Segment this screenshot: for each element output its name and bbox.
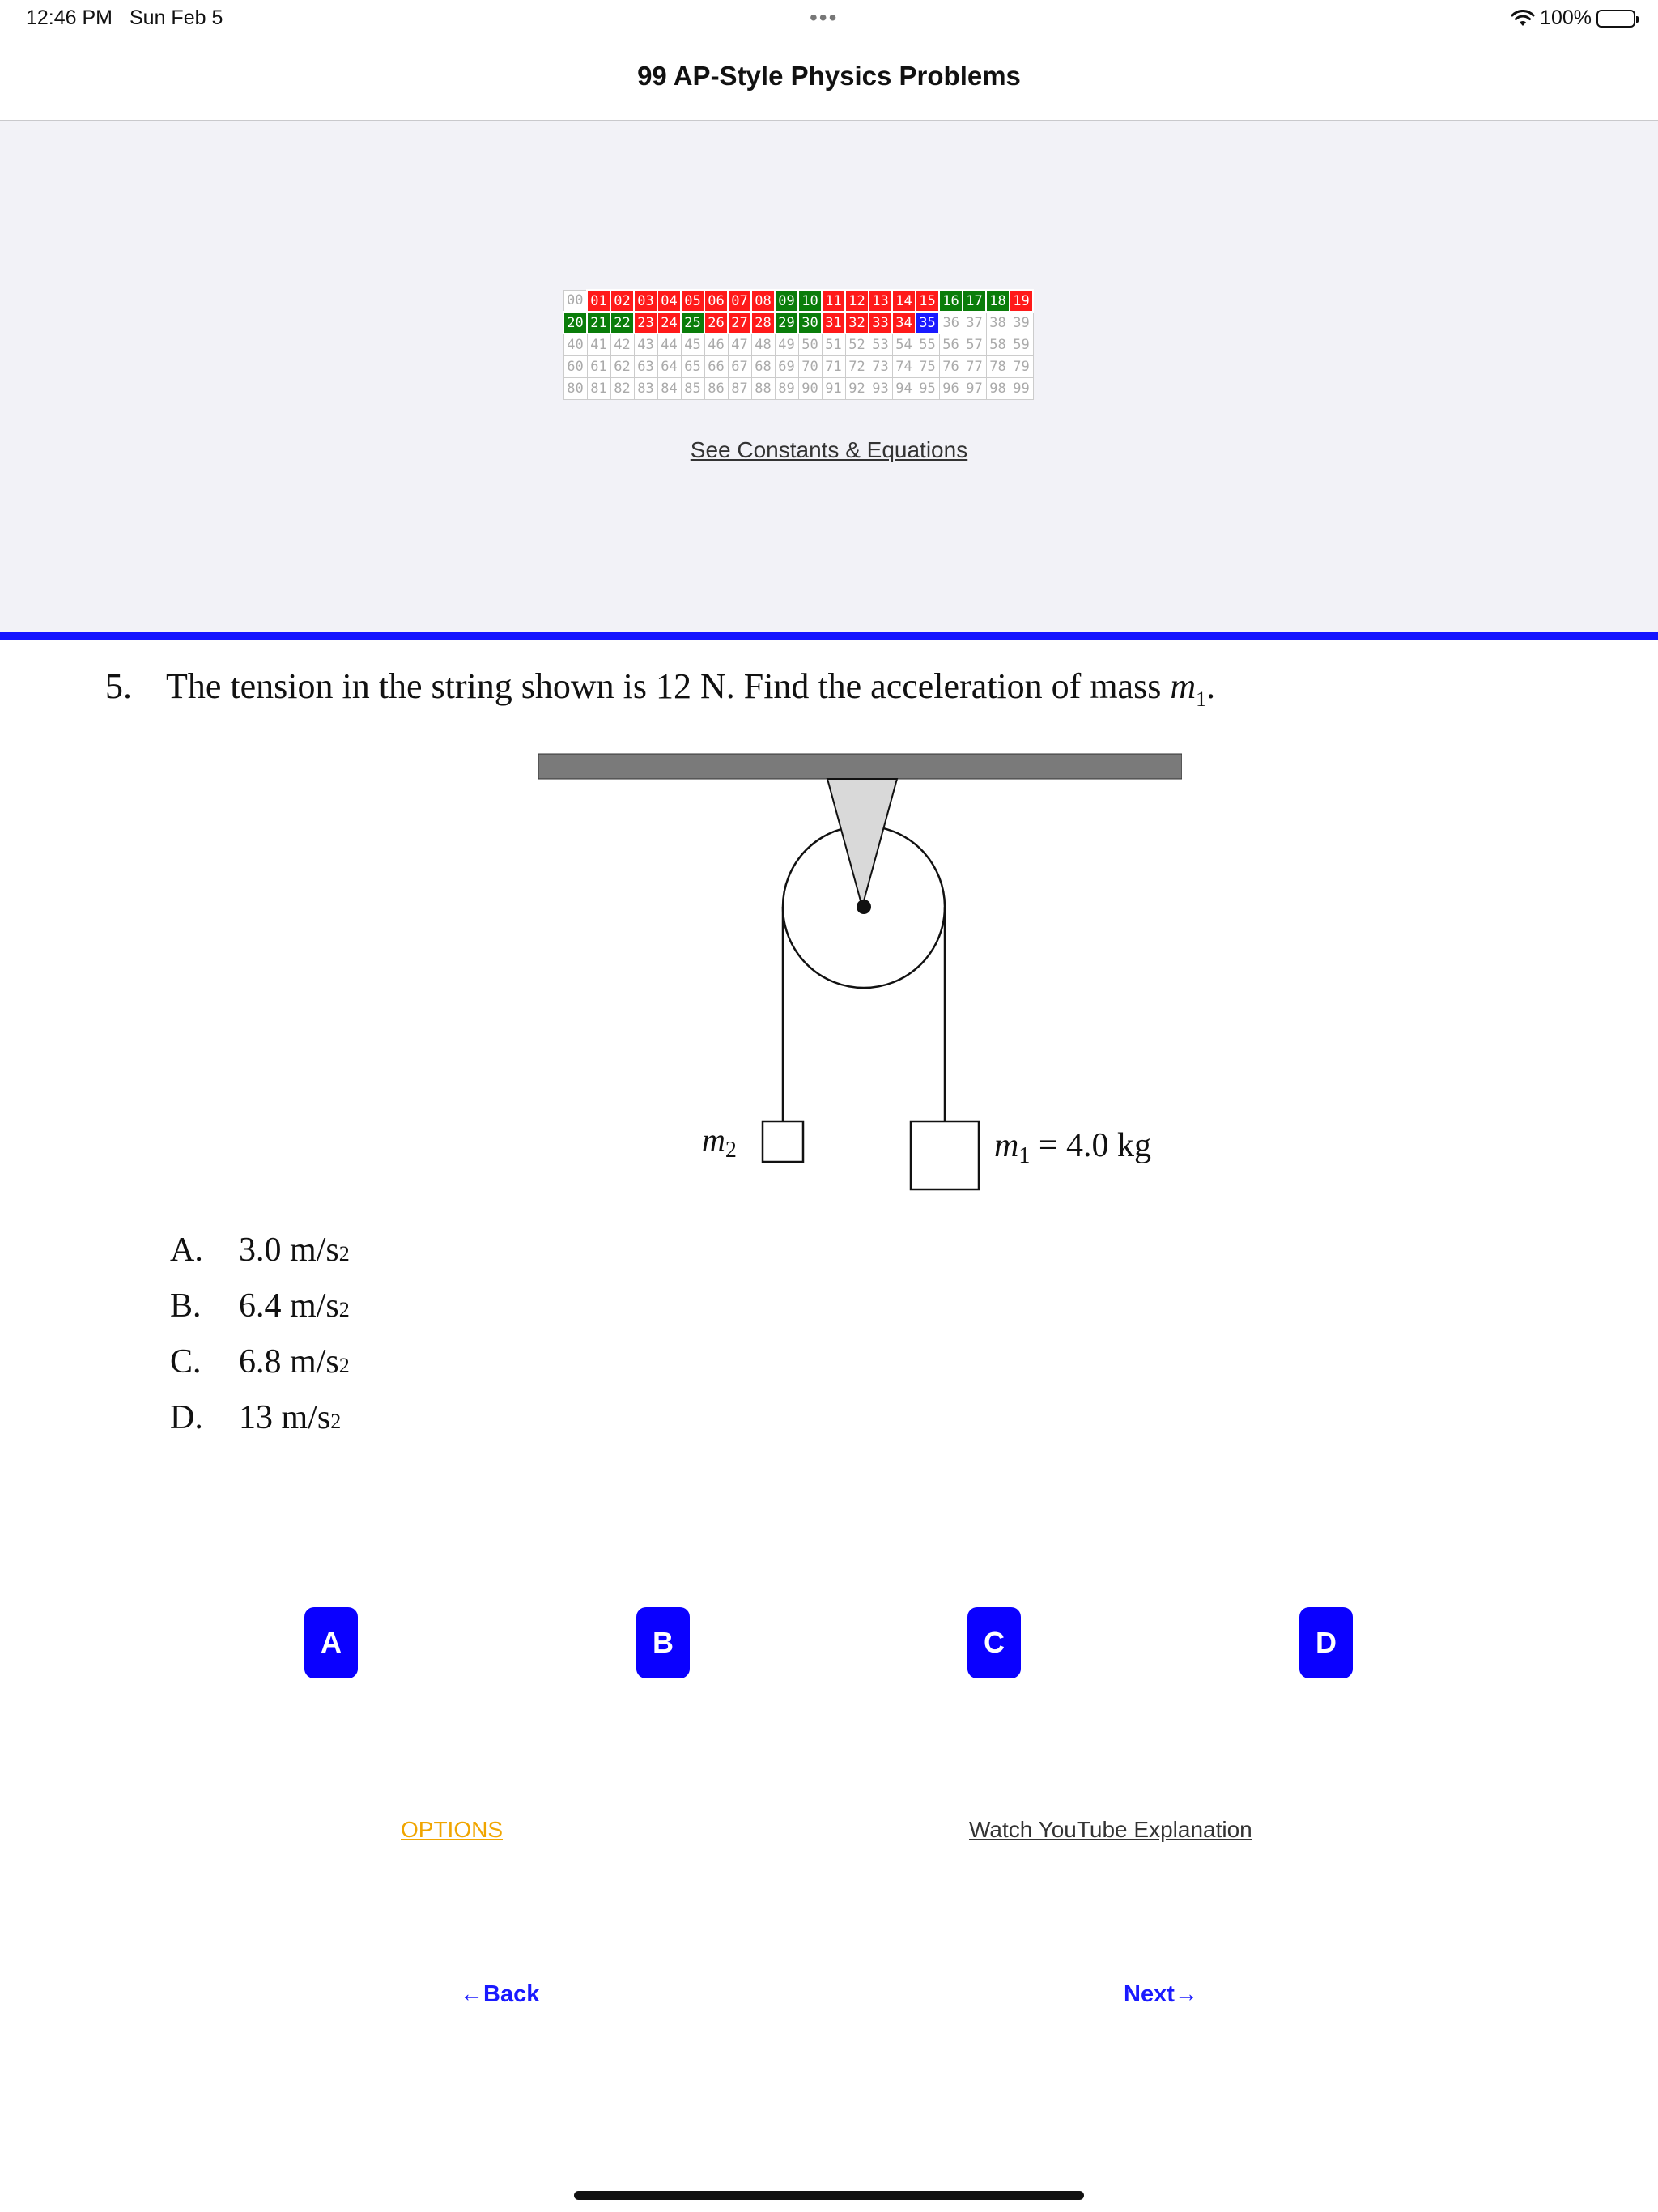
problem-cell-46[interactable]: 46 [704, 334, 728, 355]
problem-cell-30[interactable]: 30 [798, 312, 822, 334]
problem-cell-64[interactable]: 64 [657, 355, 681, 377]
multitasking-dots-icon[interactable]: ••• [810, 5, 839, 30]
choice-letter: A. [170, 1231, 203, 1269]
problem-cell-22[interactable]: 22 [610, 312, 634, 334]
problem-cell-51[interactable]: 51 [822, 334, 845, 355]
problem-cell-83[interactable]: 83 [634, 377, 657, 399]
ceiling [538, 754, 1182, 779]
m1-label: m [994, 1127, 1019, 1164]
mass-m1-block [911, 1121, 979, 1189]
problem-cell-97[interactable]: 97 [963, 377, 986, 399]
problem-cell-76[interactable]: 76 [939, 355, 963, 377]
answer-a-button[interactable]: A [304, 1607, 358, 1678]
status-date: Sun Feb 5 [130, 6, 223, 29]
m2-subscript: 2 [725, 1138, 737, 1163]
problem-cell-09[interactable]: 09 [775, 290, 798, 312]
problem-cell-27[interactable]: 27 [728, 312, 751, 334]
problem-cell-10[interactable]: 10 [798, 290, 822, 312]
problem-cell-90[interactable]: 90 [798, 377, 822, 399]
choice-exponent: 2 [330, 1410, 342, 1433]
choice-letter: D. [170, 1399, 203, 1436]
problem-cell-24[interactable]: 24 [657, 312, 681, 334]
problem-cell-19[interactable]: 19 [1010, 290, 1033, 312]
problem-cell-11[interactable]: 11 [822, 290, 845, 312]
problem-cell-28[interactable]: 28 [751, 312, 775, 334]
problem-cell-38[interactable]: 38 [986, 312, 1010, 334]
problem-cell-70[interactable]: 70 [798, 355, 822, 377]
problem-cell-45[interactable]: 45 [681, 334, 704, 355]
problem-cell-33[interactable]: 33 [869, 312, 892, 334]
problem-cell-32[interactable]: 32 [845, 312, 869, 334]
m1-value: = 4.0 kg [1030, 1127, 1152, 1164]
problem-cell-82[interactable]: 82 [610, 377, 634, 399]
problem-cell-16[interactable]: 16 [939, 290, 963, 312]
question-body: The tension in the string shown is 12 N. Find the acceleration of mass [166, 666, 1171, 706]
choice-a [170, 1231, 350, 1287]
problem-cell-26[interactable]: 26 [704, 312, 728, 334]
problem-cell-54[interactable]: 54 [892, 334, 916, 355]
problem-cell-40[interactable]: 40 [563, 334, 587, 355]
problem-cell-43[interactable]: 43 [634, 334, 657, 355]
problem-cell-66[interactable]: 66 [704, 355, 728, 377]
problem-cell-84[interactable]: 84 [657, 377, 681, 399]
status-time: 12:46 PM [26, 6, 113, 29]
youtube-explanation-link[interactable]: Watch YouTube Explanation [969, 1817, 1252, 1842]
mass-m2-block [763, 1121, 803, 1162]
choice-value: 13 m/s [239, 1399, 331, 1436]
problem-cell-72[interactable]: 72 [845, 355, 869, 377]
problem-cell-35[interactable]: 35 [916, 312, 939, 334]
choice-d [170, 1398, 350, 1454]
problem-cell-78[interactable]: 78 [986, 355, 1010, 377]
problem-cell-93[interactable]: 93 [869, 377, 892, 399]
problem-cell-95[interactable]: 95 [916, 377, 939, 399]
choice-b [170, 1287, 350, 1342]
problem-cell-48[interactable]: 48 [751, 334, 775, 355]
problem-cell-98[interactable]: 98 [986, 377, 1010, 399]
problem-cell-74[interactable]: 74 [892, 355, 916, 377]
problem-cell-63[interactable]: 63 [634, 355, 657, 377]
svg-text:m2 [702, 1121, 737, 1163]
problem-cell-71[interactable]: 71 [822, 355, 845, 377]
problem-grid-row [563, 290, 1033, 312]
problem-cell-42[interactable]: 42 [610, 334, 634, 355]
problem-cell-13[interactable]: 13 [869, 290, 892, 312]
svg-text:m1 = 4.0 kg [994, 1127, 1151, 1168]
choice-value: 6.4 m/s [239, 1287, 339, 1325]
choice-letter: B. [170, 1287, 202, 1325]
answer-b-button[interactable]: B [636, 1607, 690, 1678]
problem-cell-00[interactable]: 00 [563, 290, 587, 312]
battery-icon [1596, 10, 1635, 28]
problem-cell-39[interactable]: 39 [1010, 312, 1033, 334]
problem-cell-59[interactable]: 59 [1010, 334, 1033, 355]
problem-cell-62[interactable]: 62 [610, 355, 634, 377]
problem-cell-96[interactable]: 96 [939, 377, 963, 399]
pulley-diagram [534, 749, 1182, 1202]
problem-cell-49[interactable]: 49 [775, 334, 798, 355]
problem-cell-80[interactable]: 80 [563, 377, 587, 399]
problem-cell-68[interactable]: 68 [751, 355, 775, 377]
constants-link[interactable]: See Constants & Equations [690, 437, 968, 462]
m2-label: m [702, 1121, 725, 1158]
choice-exponent: 2 [338, 1354, 350, 1377]
problem-grid [563, 289, 1034, 400]
problem-cell-03[interactable]: 03 [634, 290, 657, 312]
problem-cell-75[interactable]: 75 [916, 355, 939, 377]
problem-cell-04[interactable]: 04 [657, 290, 681, 312]
problem-cell-85[interactable]: 85 [681, 377, 704, 399]
problem-cell-23[interactable]: 23 [634, 312, 657, 334]
problem-cell-05[interactable]: 05 [681, 290, 704, 312]
problem-cell-08[interactable]: 08 [751, 290, 775, 312]
problem-cell-58[interactable]: 58 [986, 334, 1010, 355]
problem-cell-18[interactable]: 18 [986, 290, 1010, 312]
answer-d-button[interactable]: D [1299, 1607, 1353, 1678]
problem-cell-07[interactable]: 07 [728, 290, 751, 312]
problem-cell-01[interactable]: 01 [587, 290, 610, 312]
question-text [105, 666, 1215, 712]
problem-cell-91[interactable]: 91 [822, 377, 845, 399]
problem-cell-99[interactable]: 99 [1010, 377, 1033, 399]
problem-cell-12[interactable]: 12 [845, 290, 869, 312]
m1-subscript: 1 [1018, 1143, 1031, 1168]
problem-cell-34[interactable]: 34 [892, 312, 916, 334]
problem-cell-31[interactable]: 31 [822, 312, 845, 334]
problem-cell-73[interactable]: 73 [869, 355, 892, 377]
problem-cell-47[interactable]: 47 [728, 334, 751, 355]
choice-letter: C. [170, 1343, 202, 1380]
problem-cell-37[interactable]: 37 [963, 312, 986, 334]
problem-cell-25[interactable]: 25 [681, 312, 704, 334]
problem-grid-row [563, 334, 1033, 355]
choice-exponent: 2 [338, 1298, 350, 1321]
choice-c [170, 1342, 350, 1398]
problem-cell-92[interactable]: 92 [845, 377, 869, 399]
problem-cell-15[interactable]: 15 [916, 290, 939, 312]
problem-cell-89[interactable]: 89 [775, 377, 798, 399]
problem-cell-86[interactable]: 86 [704, 377, 728, 399]
problem-cell-50[interactable]: 50 [798, 334, 822, 355]
problem-cell-52[interactable]: 52 [845, 334, 869, 355]
problem-cell-53[interactable]: 53 [869, 334, 892, 355]
page-title: 99 AP-Style Physics Problems [637, 61, 1021, 91]
wifi-icon [1511, 10, 1535, 28]
problem-cell-67[interactable]: 67 [728, 355, 751, 377]
problem-cell-36[interactable]: 36 [939, 312, 963, 334]
question-number: 5. [105, 666, 132, 706]
problem-cell-61[interactable]: 61 [587, 355, 610, 377]
problem-cell-44[interactable]: 44 [657, 334, 681, 355]
choice-value: 3.0 m/s [239, 1231, 339, 1269]
question-end: . [1206, 666, 1216, 706]
problem-cell-57[interactable]: 57 [963, 334, 986, 355]
problem-grid-row [563, 377, 1033, 399]
problem-cell-14[interactable]: 14 [892, 290, 916, 312]
question-mass-subscript: 1 [1196, 687, 1207, 711]
battery-percent: 100% [1540, 6, 1592, 29]
pulley-axle [857, 900, 871, 914]
problem-cell-69[interactable]: 69 [775, 355, 798, 377]
problem-cell-60[interactable]: 60 [563, 355, 587, 377]
problem-cell-55[interactable]: 55 [916, 334, 939, 355]
home-indicator[interactable] [574, 2191, 1084, 2200]
choice-value: 6.8 m/s [239, 1343, 339, 1380]
answer-choices [170, 1231, 350, 1454]
status-right [1511, 6, 1635, 30]
problem-cell-88[interactable]: 88 [751, 377, 775, 399]
problem-cell-20[interactable]: 20 [563, 312, 587, 334]
question-mass-symbol: m [1170, 666, 1197, 706]
section-divider [0, 632, 1658, 640]
answer-c-button[interactable]: C [967, 1607, 1021, 1678]
problem-cell-56[interactable]: 56 [939, 334, 963, 355]
problem-cell-02[interactable]: 02 [610, 290, 634, 312]
problem-cell-41[interactable]: 41 [587, 334, 610, 355]
options-link[interactable]: OPTIONS [401, 1817, 504, 1842]
problem-cell-87[interactable]: 87 [728, 377, 751, 399]
problem-cell-65[interactable]: 65 [681, 355, 704, 377]
problem-cell-17[interactable]: 17 [963, 290, 986, 312]
problem-cell-29[interactable]: 29 [775, 312, 798, 334]
problem-cell-94[interactable]: 94 [892, 377, 916, 399]
problem-cell-06[interactable]: 06 [704, 290, 728, 312]
choice-exponent: 2 [338, 1242, 350, 1266]
problem-cell-21[interactable]: 21 [587, 312, 610, 334]
problem-grid-row [563, 355, 1033, 377]
problem-cell-77[interactable]: 77 [963, 355, 986, 377]
problem-cell-79[interactable]: 79 [1010, 355, 1033, 377]
problem-cell-81[interactable]: 81 [587, 377, 610, 399]
pulley-bracket [827, 779, 897, 907]
back-button[interactable]: ←Back [460, 1981, 540, 2007]
problem-grid-row [563, 312, 1033, 334]
next-button[interactable]: Next→ [1124, 1981, 1198, 2007]
status-bar [0, 0, 1658, 40]
